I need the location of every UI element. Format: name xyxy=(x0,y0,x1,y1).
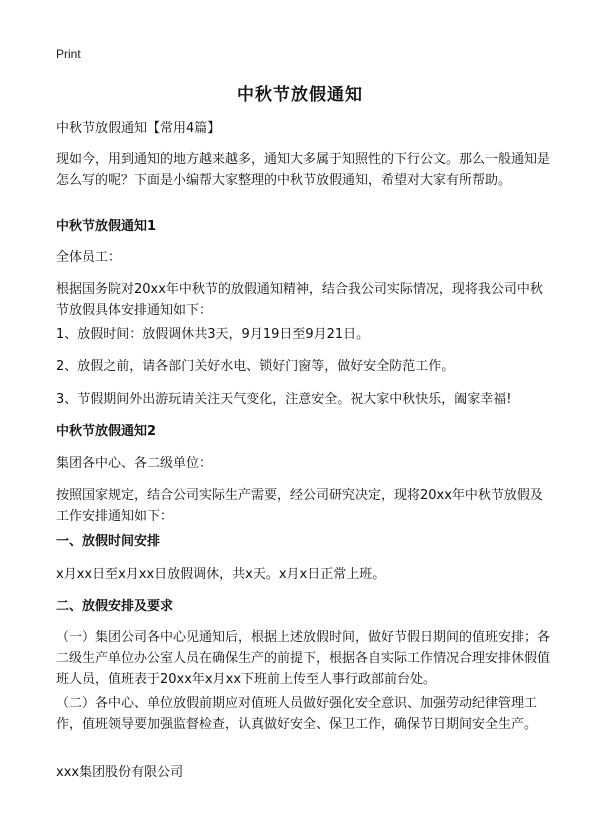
notice-1-heading: 中秋节放假通知1 xyxy=(56,219,157,234)
print-label[interactable]: Print xyxy=(56,47,81,61)
notice-1-body: 根据国务院对20xx年中秋节的放假通知精神，结合我公司实际情况，现将我公司中秋节放假具体安排通知如下： xyxy=(56,282,543,318)
notice-1-item-1: 1、放假时间：放假调休共3天，9月19日至9月21日。 xyxy=(56,327,370,342)
notice-2-body: 按照国家规定，结合公司实际生产需要，经公司研究决定，现将20xx年中秋节放假及工作安排通知如下： xyxy=(56,488,543,524)
notice-1-salutation: 全体员工： xyxy=(56,250,122,265)
signature: xxx集团股份有限公司 xyxy=(56,765,184,780)
section-1-body: x月xx日至x月xx日放假调休，共x天。x月x日正常上班。 xyxy=(56,567,386,582)
section-2-paragraph-2: （二）各中心、单位放假前期应对值班人员做好强化安全意识、加强劳动纪律管理工作，值班领导要加强监督检查，认真做好安全、保卫工作，确保节日期间安全生产。 xyxy=(56,696,538,732)
intro-paragraph: 现如今，用到通知的地方越来越多，通知大多属于知照性的下行公文。那么一般通知是怎么写的呢？下面是小编帮大家整理的中秋节放假通知，希望对大家有所帮助。 xyxy=(56,152,551,188)
subtitle: 中秋节放假通知【常用4篇】 xyxy=(56,121,221,136)
notice-1-item-3: 3、节假期间外出游玩请关注天气变化，注意安全。祝大家中秋快乐，阖家幸福! xyxy=(56,392,512,407)
section-1-heading: 一、放假时间安排 xyxy=(56,534,161,549)
notice-2-heading: 中秋节放假通知2 xyxy=(56,424,157,439)
section-2-heading: 二、放假安排及要求 xyxy=(56,599,174,614)
notice-2-salutation: 集团各中心、各二级单位： xyxy=(56,456,213,471)
page-title: 中秋节放假通知 xyxy=(237,85,363,105)
section-2-paragraph-1: （一）集团公司各中心见通知后，根据上述放假时间，做好节假日期间的值班安排；各二级生产单位办公室人员在确保生产的前提下，根据各自实际工作情况合理安排休假值班人员，值班表于20xx年x月xx下班前上传至人事行政部前台处。 xyxy=(56,630,551,687)
notice-1-item-2: 2、放假之前，请各部门关好水电、锁好门窗等，做好安全防范工作。 xyxy=(56,359,455,374)
